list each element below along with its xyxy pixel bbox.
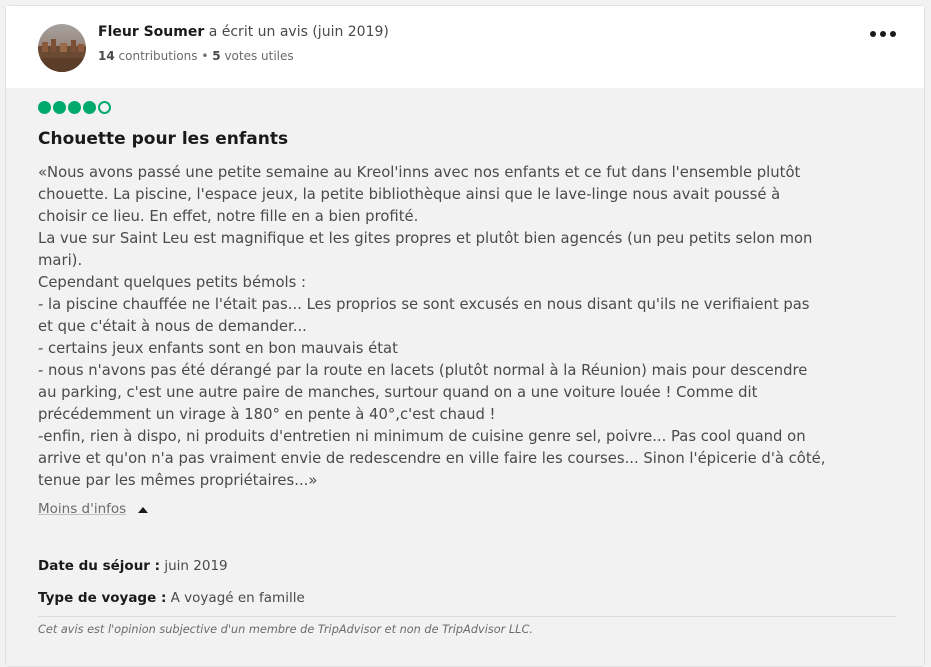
more-options-icon: [870, 31, 876, 37]
rating-bubble-icon: [68, 101, 81, 114]
trip-type-label: Type de voyage :: [38, 590, 167, 606]
review-text-line: précédemment un virage à 180° en pente à 40°,c'est chaud !: [38, 406, 496, 423]
user-avatar[interactable]: [38, 24, 86, 72]
review-body: [6, 88, 924, 666]
stats-separator: •: [201, 49, 209, 63]
review-text-line: et que c'était à nous de demander...: [38, 318, 307, 335]
review-text-line: chouette. La piscine, l'espace jeux, la petite bibliothèque ainsi que le lave-linge nous avait poussé à: [38, 186, 781, 203]
rating-bubble-icon: [38, 101, 51, 114]
review-text-line: Cependant quelques petits bémols :: [38, 274, 307, 291]
review-header: [6, 6, 924, 88]
user-name[interactable]: Fleur Soumer: [98, 24, 205, 40]
user-line: [98, 24, 389, 40]
contributions-label: contributions: [118, 49, 198, 63]
review-text-line: au parking, c'est une autre paire de manches, surtour quand on a une voiture louée ! Comme dit: [38, 384, 758, 401]
review-text-line: La vue sur Saint Leu est magnifique et les gites propres et plutôt bien agencés (un peu petits selon mon: [38, 230, 813, 247]
rating-bubbles: [38, 101, 111, 114]
review-text-line: «Nous avons passé une petite semaine au Kreol'inns avec nos enfants et ce fut dans l'ensemble plutôt: [38, 164, 801, 181]
more-options-button[interactable]: [870, 26, 896, 42]
disclaimer: Cet avis est l'opinion subjective d'un membre de TripAdvisor et non de TripAdvisor LLC.: [38, 623, 533, 636]
user-stats: [98, 49, 294, 63]
review-text-line: -enfin, rien à dispo, ni produits d'entretien ni minimum de cuisine genre sel, poivre... Pas cool quand on: [38, 428, 806, 445]
helpful-votes-count: 5: [212, 49, 221, 63]
review-text-line: - certains jeux enfants sont en bon mauvais état: [38, 340, 398, 357]
contributions-count: 14: [98, 49, 115, 63]
review-card: [5, 5, 925, 667]
trip-type: [38, 590, 305, 606]
rating-bubble-icon: [83, 101, 96, 114]
review-text-line: arrive et qu'on n'a pas vraiment envie de redescendre en ville faire les courses... Sinon l'épicerie d'à côté,: [38, 450, 826, 467]
less-info-link[interactable]: Moins d'infos: [38, 501, 127, 517]
review-text-line: tenue par les mêmes propriétaires...»: [38, 472, 318, 489]
divider: [38, 616, 896, 617]
review-title[interactable]: Chouette pour les enfants: [38, 129, 289, 149]
user-action: a écrit un avis (juin 2019): [208, 24, 389, 40]
rating-bubble-icon: [98, 101, 111, 114]
trip-type-value: A voyagé en famille: [170, 590, 305, 606]
rating-bubble-icon: [53, 101, 66, 114]
more-options-icon-dot: [890, 31, 896, 37]
review-text-line: mari).: [38, 252, 83, 269]
stay-date: [38, 558, 228, 574]
stay-date-value: juin 2019: [164, 558, 228, 574]
more-options-icon-dot: [880, 31, 886, 37]
review-text-line: - la piscine chauffée ne l'était pas... Les proprios se sont excusés en nous disant qu'ils ne verifiaient pas: [38, 296, 810, 313]
review-text-line: - nous n'avons pas été dérangé par la route en lacets (plutôt normal à la Réunion) mais pour descendre: [38, 362, 808, 379]
stay-date-label: Date du séjour :: [38, 558, 161, 574]
review-text: [38, 162, 898, 492]
review-text-line: choisir ce lieu. En effet, notre fille en a bien profité.: [38, 208, 419, 225]
caret-up-icon[interactable]: [138, 507, 148, 513]
helpful-votes-label: votes utiles: [224, 49, 294, 63]
